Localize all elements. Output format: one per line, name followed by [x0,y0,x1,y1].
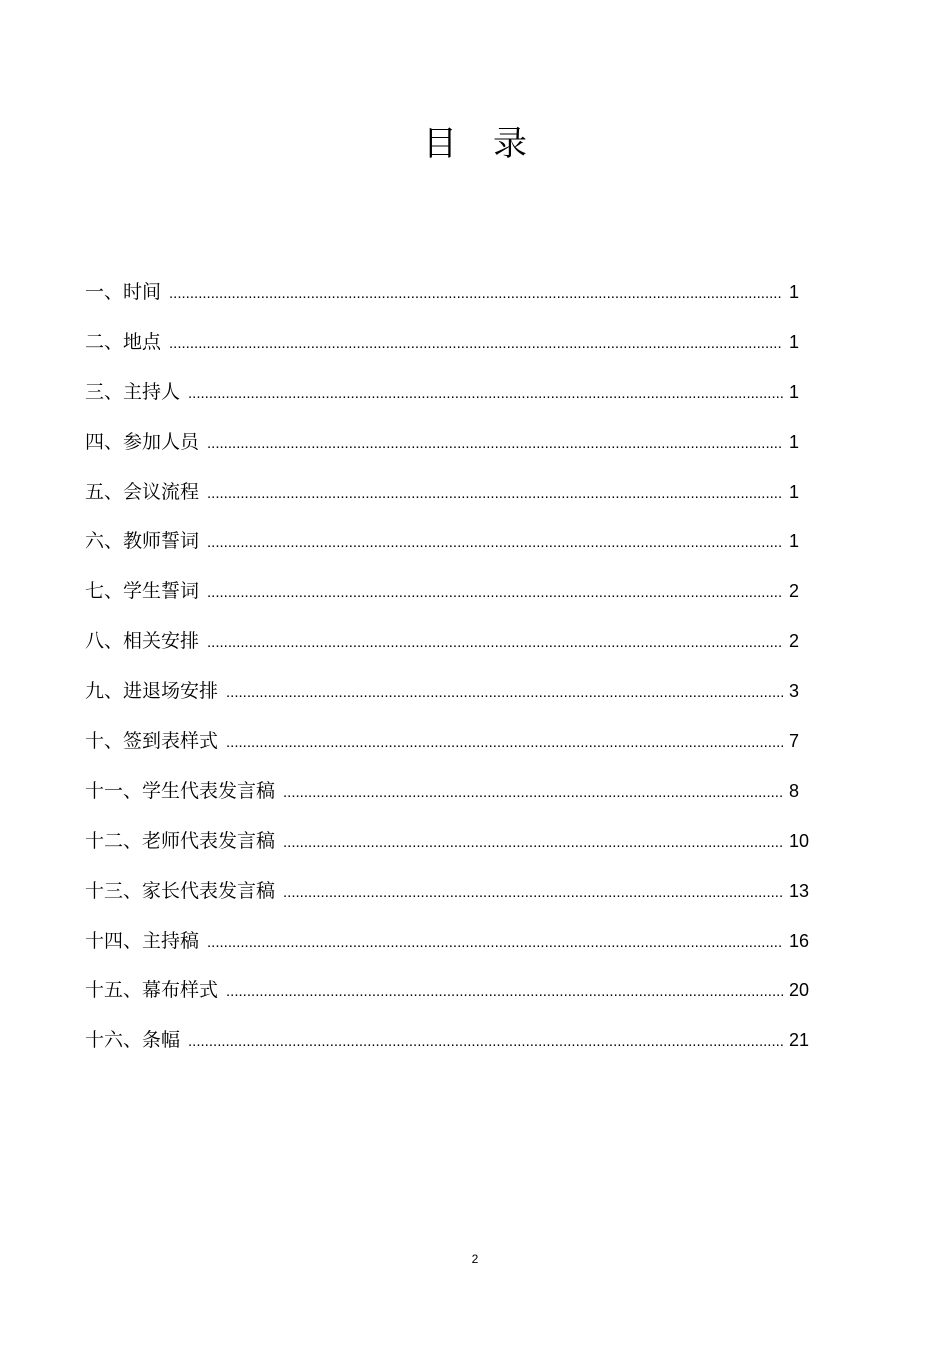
toc-entry-page: 1 [789,381,800,402]
toc-dot-leader [207,426,783,462]
toc-dot-leader [207,925,783,961]
toc-entry-label: 三、主持人 [85,380,181,403]
toc-entry[interactable] [85,773,815,823]
toc-entry[interactable] [85,274,815,324]
toc-entry-page: 1 [789,331,800,352]
table-of-contents [85,274,815,1072]
toc-entry-label: 七、学生誓词 [85,580,200,603]
toc-entry-page: 1 [789,481,800,502]
page-title: 目录 [423,124,563,164]
toc-entry-label: 九、进退场安排 [85,680,219,703]
toc-entry-label: 六、教师誓词 [85,530,200,553]
toc-entry-page: 16 [789,930,810,951]
toc-entry-page: 20 [789,980,810,1001]
toc-entry-page: 1 [789,531,800,552]
toc-entry[interactable] [85,324,815,374]
toc-entry-page: 7 [789,731,800,752]
toc-entry-label: 五、会议流程 [85,480,200,503]
toc-entry[interactable] [85,424,815,474]
toc-dot-leader [283,875,783,911]
toc-dot-leader [169,326,783,362]
toc-entry-page: 10 [789,830,810,851]
page-number: 2 [471,1252,479,1266]
toc-dot-leader [283,825,783,861]
toc-entry[interactable] [85,1022,815,1072]
toc-entry-label: 一、时间 [85,281,162,303]
toc-entry-page: 3 [789,681,800,702]
toc-dot-leader [188,376,783,412]
toc-entry-page: 1 [789,431,800,452]
toc-entry-page: 21 [789,1030,810,1051]
toc-dot-leader [207,525,783,561]
toc-entry[interactable] [85,923,815,973]
toc-entry-label: 十五、幕布样式 [85,979,219,1002]
toc-entry-label: 十四、主持稿 [85,929,200,952]
toc-entry-label: 十、签到表样式 [85,730,219,753]
toc-entry[interactable] [85,623,815,673]
toc-entry[interactable] [85,523,815,573]
toc-entry-page: 2 [789,581,800,602]
toc-entry[interactable] [85,972,815,1022]
toc-dot-leader [226,725,783,761]
toc-dot-leader [207,476,783,512]
toc-entry[interactable] [85,823,815,873]
toc-entry-label: 十一、学生代表发言稿 [85,779,276,802]
toc-entry-label: 二、地点 [85,330,162,353]
toc-dot-leader [169,276,783,312]
toc-dot-leader [283,775,783,811]
toc-entry-page: 13 [789,880,810,901]
toc-dot-leader [226,675,783,711]
toc-entry[interactable] [85,723,815,773]
toc-entry[interactable] [85,673,815,723]
toc-entry-label: 十六、条幅 [85,1029,181,1052]
toc-entry-label: 八、相关安排 [85,630,200,653]
toc-entry-page: 1 [789,282,800,302]
toc-entry[interactable] [85,873,815,923]
toc-entry-page: 2 [789,631,800,652]
toc-entry-label: 四、参加人员 [85,430,200,453]
toc-dot-leader [207,625,783,661]
toc-dot-leader [188,1024,783,1060]
toc-entry-page: 8 [789,780,800,801]
toc-dot-leader [226,974,783,1010]
toc-dot-leader [207,575,783,611]
toc-entry-label: 十三、家长代表发言稿 [85,879,276,902]
toc-entry[interactable] [85,573,815,623]
toc-entry-label: 十二、老师代表发言稿 [85,829,276,852]
toc-entry[interactable] [85,474,815,524]
toc-entry[interactable] [85,374,815,424]
